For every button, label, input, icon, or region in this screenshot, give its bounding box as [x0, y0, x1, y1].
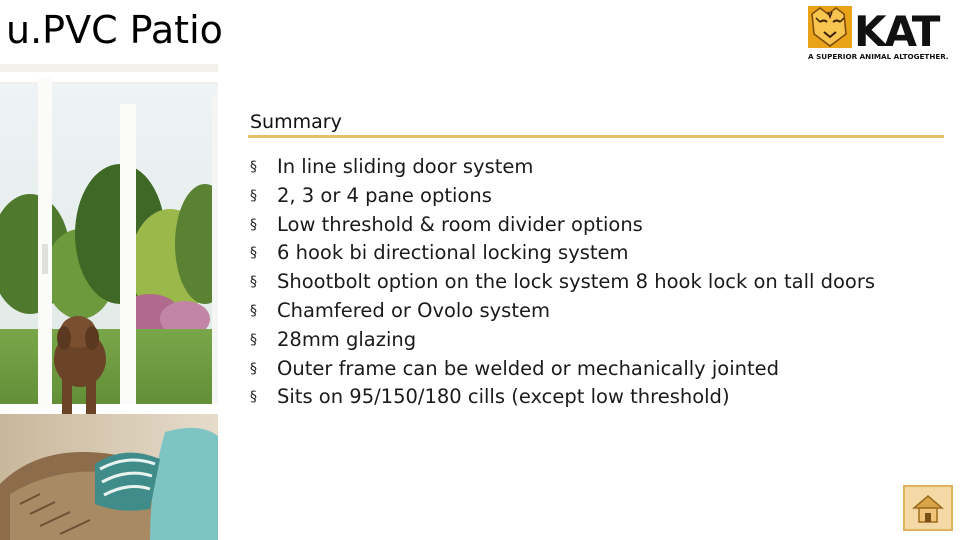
home-button[interactable]	[903, 485, 953, 531]
list-item	[250, 239, 875, 268]
list-item	[250, 383, 875, 412]
bullet-marker-icon: §	[250, 302, 257, 319]
bullet-text: 6 hook bi directional locking system	[277, 241, 629, 265]
bullet-text: In line sliding door system	[277, 155, 534, 178]
list-item	[250, 355, 875, 384]
list-item	[250, 268, 875, 297]
bullet-marker-icon: §	[250, 274, 257, 291]
bullet-text: 28mm glazing	[277, 327, 417, 351]
list-item	[250, 297, 875, 326]
bullet-marker-icon: §	[250, 389, 257, 406]
list-item	[250, 153, 875, 182]
heading-underline	[248, 135, 944, 138]
slide-title: u.PVC Patio	[6, 8, 223, 52]
logo-tagline: A SUPERIOR ANIMAL ALTOGETHER.	[808, 52, 949, 61]
bullet-marker-icon: §	[250, 360, 257, 377]
bullet-text: Chamfered or Ovolo system	[277, 298, 550, 322]
bullet-marker-icon: §	[250, 331, 257, 348]
patio-door-dog-photo	[0, 64, 218, 540]
home-icon	[912, 493, 944, 525]
section-heading: Summary	[250, 111, 342, 133]
kat-logo	[806, 4, 958, 62]
list-item	[250, 211, 875, 240]
bullet-list	[250, 153, 875, 412]
bullet-marker-icon: §	[250, 216, 257, 233]
tiger-head-icon	[808, 6, 852, 48]
bullet-marker-icon: §	[250, 187, 257, 204]
bullet-text: Outer frame can be welded or mechanically jointed	[277, 356, 780, 380]
list-item	[250, 326, 875, 355]
bullet-text: 2, 3 or 4 pane options	[277, 183, 492, 207]
bullet-text: Low threshold & room divider options	[277, 212, 643, 236]
bullet-marker-icon: §	[250, 245, 257, 262]
logo-wordmark: KAT	[854, 7, 939, 56]
bullet-text: Shootbolt option on the lock system 8 hook lock on tall doors	[277, 270, 876, 294]
bullet-text: Sits on 95/150/180 cills (except low threshold)	[277, 385, 730, 409]
bullet-marker-icon: §	[250, 159, 257, 175]
list-item	[250, 182, 875, 211]
